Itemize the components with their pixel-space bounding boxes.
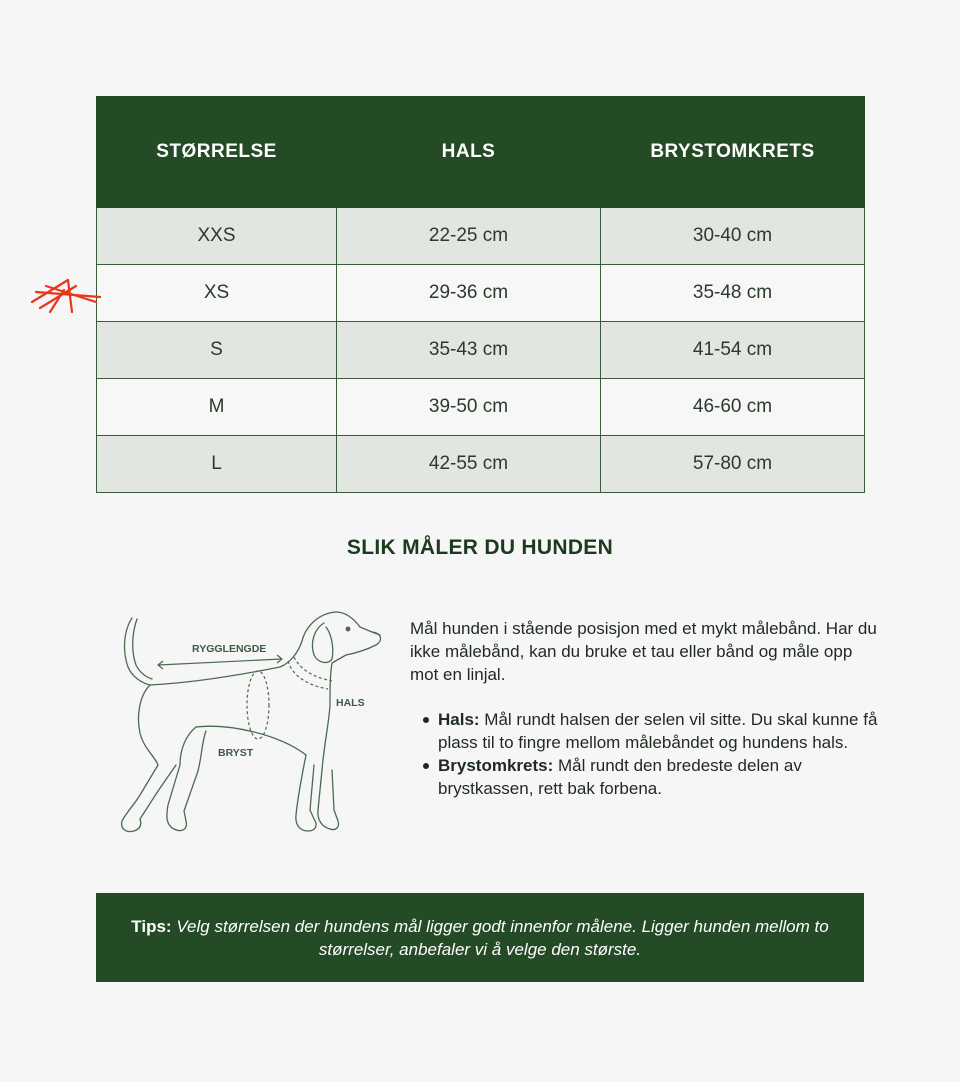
chest-measure-loop <box>247 671 269 739</box>
list-item <box>410 708 880 754</box>
chest-cell: 57-80 cm <box>601 436 865 493</box>
chest-cell: 41-54 cm <box>601 322 865 379</box>
chest-label: BRYST <box>218 747 254 759</box>
intro-text: Mål hunden i stående posisjon med et mykt målebånd. Har du ikke målebånd, kan du bruke et tau eller bånd og måle opp mot en linjal. <box>410 619 877 684</box>
table-row <box>97 436 865 493</box>
section-title: SLIK MÅLER DU HUNDEN <box>346 536 614 559</box>
tips-banner <box>96 893 864 982</box>
dog-tail <box>125 618 150 685</box>
table-row <box>97 265 865 322</box>
size-table-header <box>97 97 865 208</box>
table-row <box>97 379 865 436</box>
chest-cell: 35-48 cm <box>601 265 865 322</box>
table-row <box>97 322 865 379</box>
table-row <box>97 208 865 265</box>
tips-text: Velg størrelsen der hundens mål ligger godt innenfor målene. Ligger hunden mellom to størrelser, anbefaler vi å velge den største. <box>171 916 829 959</box>
hand-drawn-marker-icon <box>26 272 104 318</box>
neck-cell: 39-50 cm <box>337 379 601 436</box>
size-cell: S <box>97 322 337 379</box>
bullet-term: Hals: <box>438 710 480 729</box>
neck-cell: 42-55 cm <box>337 436 601 493</box>
back-length-label: RYGGLENGDE <box>192 643 267 655</box>
bullet-text: Mål rundt den bredeste delen av brystkassen, rett bak forbena. <box>438 756 802 798</box>
chest-cell: 30-40 cm <box>601 208 865 265</box>
bullet-term: Brystomkrets: <box>438 756 554 775</box>
size-cell: XXS <box>97 208 337 265</box>
tips-content <box>126 915 834 961</box>
neck-cell: 22-25 cm <box>337 208 601 265</box>
header-size: STØRRELSE <box>97 97 337 208</box>
dog-measurement-diagram <box>110 605 395 840</box>
size-cell: L <box>97 436 337 493</box>
neck-cell: 35-43 cm <box>337 322 601 379</box>
neck-cell: 29-36 cm <box>337 265 601 322</box>
bullet-text: Mål rundt halsen der selen vil sitte. Du skal kunne få plass til to fingre mellom målebåndet og hundens hals. <box>438 710 878 752</box>
back-length-arrow <box>158 659 282 665</box>
measure-instructions <box>410 617 880 800</box>
header-neck: HALS <box>337 97 601 208</box>
measure-list <box>410 708 880 800</box>
size-cell: M <box>97 379 337 436</box>
tips-label: Tips: <box>131 916 172 936</box>
chest-cell: 46-60 cm <box>601 379 865 436</box>
neck-label: HALS <box>336 697 365 709</box>
size-table <box>96 96 865 493</box>
list-item <box>410 754 880 800</box>
header-chest: BRYSTOMKRETS <box>601 97 865 208</box>
size-cell: XS <box>97 265 337 322</box>
neck-measure-loop <box>288 661 328 689</box>
